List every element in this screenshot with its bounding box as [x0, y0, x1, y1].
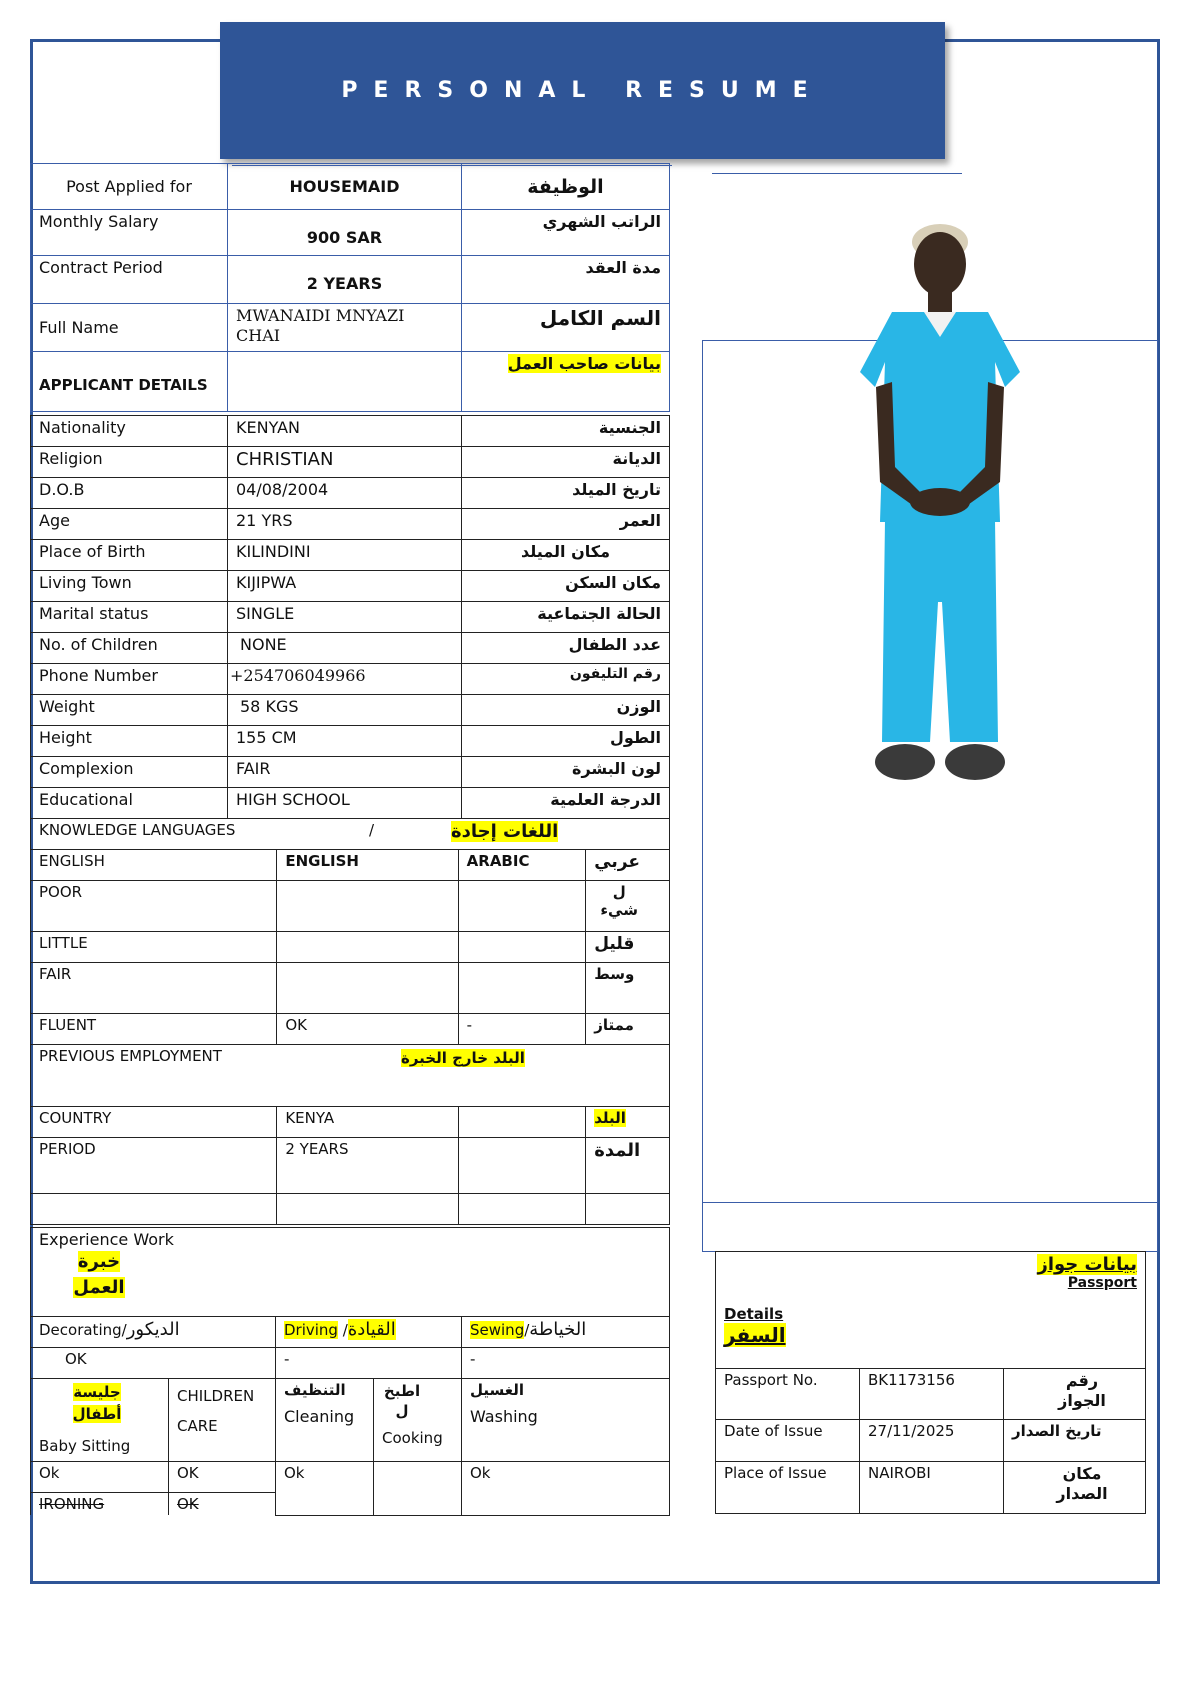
languages-header-ar: اللغات إجادة	[451, 821, 559, 842]
applicant-photo	[820, 222, 1060, 792]
experience-table	[30, 1227, 670, 1516]
employment-ar: البلد	[594, 1109, 626, 1127]
detail-label: Phone Number	[31, 664, 228, 695]
passport-label: Passport No.	[716, 1369, 860, 1420]
lang-col-en2: ENGLISH	[277, 850, 458, 881]
cooking-ar: اطبخ ل	[383, 1382, 421, 1420]
photo-frame-footer	[702, 1202, 1158, 1251]
lang-col-en: ENGLISH	[31, 850, 277, 881]
lang-ar	[458, 881, 586, 932]
decorating-value: OK	[31, 1348, 276, 1379]
driving-value: -	[276, 1348, 462, 1379]
detail-label: Age	[31, 509, 228, 540]
salary-value: 900 SAR	[228, 210, 462, 256]
detail-value: KIJIPWA	[228, 571, 462, 602]
detail-label: Place of Birth	[31, 540, 228, 571]
lang-ar	[458, 932, 586, 963]
detail-ar: لون البشرة	[462, 757, 670, 788]
detail-label: Living Town	[31, 571, 228, 602]
detail-value: 155 CM	[228, 726, 462, 757]
job-value: HOUSEMAID	[228, 164, 462, 210]
detail-ar: الطول	[462, 726, 670, 757]
detail-label: Weight	[31, 695, 228, 726]
detail-value: FAIR	[228, 757, 462, 788]
passport-ar: رقم الجواز	[1058, 1371, 1106, 1410]
sewing-value: -	[462, 1348, 670, 1379]
page-title: PERSONAL RESUME	[341, 78, 824, 103]
detail-label: Religion	[31, 447, 228, 478]
detail-ar: الجنسية	[462, 416, 670, 447]
lang-col-ar-ar: عربي	[586, 850, 670, 881]
detail-ar: مكان السكن	[462, 571, 670, 602]
baby-ar: جليسة أطفال	[72, 1383, 122, 1423]
detail-value: CHRISTIAN	[228, 447, 462, 478]
detail-value: KENYAN	[228, 416, 462, 447]
detail-ar: العمر	[462, 509, 670, 540]
detail-label: D.O.B	[31, 478, 228, 509]
washing-ar: الغسيل	[470, 1381, 525, 1399]
passport-ar: مكان الصدار	[1056, 1464, 1108, 1503]
cooking-label: Cooking	[382, 1429, 443, 1447]
languages-header: KNOWLEDGE LANGUAGES	[39, 821, 236, 839]
lang-ar	[458, 963, 586, 1014]
washing-value: Ok	[462, 1462, 670, 1516]
detail-value: 58 KGS	[228, 695, 462, 726]
employment-header: PREVIOUS EMPLOYMENT	[39, 1047, 222, 1065]
contract-label: Contract Period	[31, 256, 228, 304]
employment-label: PERIOD	[31, 1138, 277, 1194]
washing-label: Washing	[470, 1407, 538, 1426]
employment-value: KENYA	[277, 1107, 458, 1138]
detail-value: 21 YRS	[228, 509, 462, 540]
employment-ar: المدة	[594, 1140, 641, 1161]
passport-value: 27/11/2025	[860, 1420, 1004, 1462]
passport-label: Place of Issue	[716, 1462, 860, 1514]
details-table	[30, 415, 670, 819]
fullname-label: Full Name	[31, 304, 228, 352]
passport-header-ar: بيانات جواز	[1037, 1254, 1137, 1275]
passport-table	[715, 1251, 1146, 1514]
divider	[712, 173, 962, 174]
decorating-label: Decorating/	[39, 1321, 127, 1339]
detail-ar: عدد الطفال	[462, 633, 670, 664]
passport-label: Date of Issue	[716, 1420, 860, 1462]
cleaning-value: Ok	[276, 1462, 374, 1516]
contract-ar: مدة العقد	[462, 256, 670, 304]
passport-value: NAIROBI	[860, 1462, 1004, 1514]
children-care-label: CHILDREN CARE	[177, 1387, 255, 1435]
lang-en: OK	[277, 1014, 458, 1045]
detail-label: No. of Children	[31, 633, 228, 664]
sewing-label: Sewing	[470, 1321, 525, 1339]
lang-col-ar: ARABIC	[458, 850, 586, 881]
cleaning-label: Cleaning	[284, 1407, 355, 1426]
detail-value: +254706049966	[228, 664, 462, 695]
baby-label: Baby Sitting	[39, 1437, 131, 1455]
sewing-sep: /	[524, 1321, 530, 1339]
baby-value: Ok	[31, 1462, 169, 1493]
job-table	[30, 163, 670, 412]
languages-slash: /	[369, 821, 375, 839]
detail-label: Educational	[31, 788, 228, 819]
passport-ar: تاريخ الصدار	[1004, 1420, 1146, 1462]
title-banner	[220, 22, 945, 159]
applicant-details-label: APPLICANT DETAILS	[31, 352, 228, 412]
cooking-value	[374, 1462, 462, 1516]
lang-level: POOR	[31, 881, 277, 932]
job-ar: الوظيفة	[462, 164, 670, 210]
job-label: Post Applied for	[31, 164, 228, 210]
employment-label: COUNTRY	[31, 1107, 277, 1138]
lang-ar: -	[458, 1014, 586, 1045]
detail-value: 04/08/2004	[228, 478, 462, 509]
driving-sep: /	[342, 1321, 348, 1339]
detail-ar: رقم التليفون	[462, 664, 670, 695]
lang-ar-label: قليل	[586, 932, 670, 963]
detail-ar: الحالة الجتماعية	[462, 602, 670, 633]
languages-table	[30, 818, 670, 1225]
detail-ar: تاريخ الميلد	[462, 478, 670, 509]
detail-value: KILINDINI	[228, 540, 462, 571]
lang-level: FLUENT	[31, 1014, 277, 1045]
passport-value: BK1173156	[860, 1369, 1004, 1420]
employer-details-ar: بيانات صاحب العمل	[507, 354, 661, 373]
lang-en	[277, 963, 458, 1014]
employment-value: 2 YEARS	[277, 1138, 458, 1194]
detail-ar: الديانة	[462, 447, 670, 478]
detail-label: Complexion	[31, 757, 228, 788]
employment-header-ar: البلد خارج الخبرة	[401, 1049, 525, 1067]
experience-header-ar: خبرة العمل	[73, 1251, 125, 1298]
lang-en	[277, 932, 458, 963]
fullname-ar: السم الكامل	[462, 304, 670, 352]
lang-ar-label: وسط	[594, 965, 635, 983]
experience-header: Experience Work	[39, 1230, 174, 1249]
cleaning-ar: التنظيف	[284, 1381, 346, 1399]
detail-label: Marital status	[31, 602, 228, 633]
ironing-label: IRONING	[31, 1493, 169, 1516]
lang-en	[277, 881, 458, 932]
decorating-ar: الديكور	[126, 1319, 180, 1340]
children-care-value: OK	[169, 1462, 276, 1493]
detail-label: Height	[31, 726, 228, 757]
lang-ar-label: ممتاز	[586, 1014, 670, 1045]
lang-level: LITTLE	[31, 932, 277, 963]
detail-value: SINGLE	[228, 602, 462, 633]
sewing-ar: الخياطة	[529, 1319, 587, 1340]
driving-ar: القيادة	[347, 1319, 396, 1340]
detail-value: HIGH SCHOOL	[228, 788, 462, 819]
lang-level: FAIR	[31, 963, 277, 1014]
passport-details: Details	[724, 1305, 784, 1323]
applicant-details-value	[228, 352, 462, 412]
detail-ar: الدرجة العلمية	[462, 788, 670, 819]
lang-ar-label: ل شيء	[600, 883, 638, 919]
detail-ar: الوزن	[462, 695, 670, 726]
fullname-value: MWANAIDI MNYAZI CHAI	[228, 304, 462, 352]
detail-ar: مكان الميلد	[462, 540, 670, 571]
salary-ar: الراتب الشهري	[462, 210, 670, 256]
passport-details-ar: السفر	[724, 1323, 786, 1347]
detail-label: Nationality	[31, 416, 228, 447]
ironing-value: OK	[169, 1493, 276, 1516]
contract-value: 2 YEARS	[228, 256, 462, 304]
passport-header-en: Passport	[1067, 1275, 1137, 1291]
detail-value: NONE	[228, 633, 462, 664]
driving-label: Driving	[284, 1321, 338, 1339]
salary-label: Monthly Salary	[31, 210, 228, 256]
